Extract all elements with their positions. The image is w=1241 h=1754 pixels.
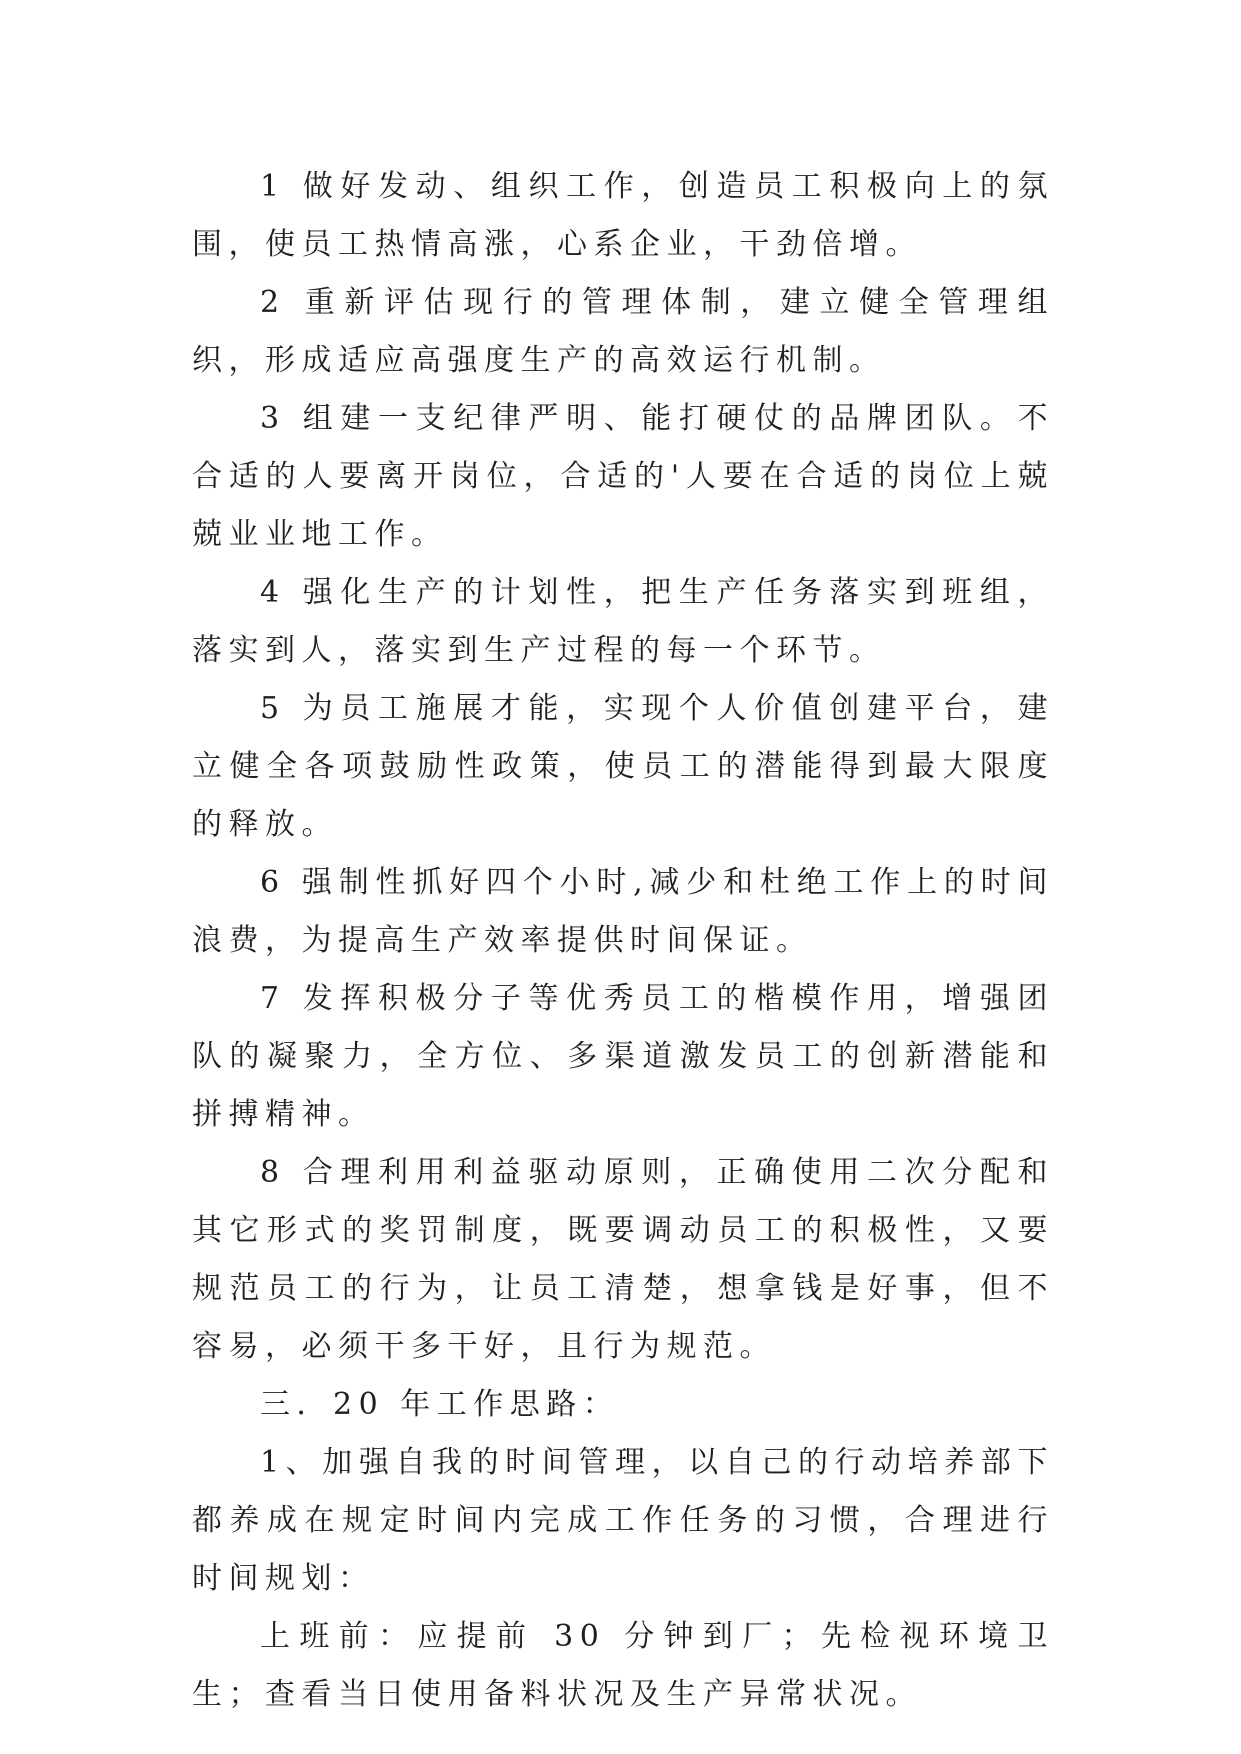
paragraph-4: 4 强化生产的计划性，把生产任务落实到班组，落实到人，落实到生产过程的每一个环节。 <box>192 575 1054 668</box>
section-heading: 三．20 年工作思路： <box>260 1387 620 1422</box>
paragraph-1: 1 做好发动、组织工作，创造员工积极向上的氛围，使员工热情高涨，心系企业，干劲倍增。 <box>192 169 1054 262</box>
paragraph-plan-1: 1、加强自我的时间管理，以自己的行动培养部下都养成在规定时间内完成工作任务的习惯，合理进行时间规划： <box>192 1445 1054 1596</box>
document-body <box>192 158 1054 1724</box>
paragraph-3: 3 组建一支纪律严明、能打硬仗的品牌团队。不合适的人要离开岗位，合适的'人要在合适的岗位上兢兢业业地工作。 <box>192 401 1054 552</box>
paragraph-7: 7 发挥积极分子等优秀员工的楷模作用，增强团队的凝聚力，全方位、多渠道激发员工的创新潜能和拼搏精神。 <box>192 981 1054 1132</box>
paragraph-2: 2 重新评估现行的管理体制，建立健全管理组织，形成适应高强度生产的高效运行机制。 <box>192 285 1054 378</box>
paragraph-5: 5 为员工施展才能，实现个人价值创建平台，建立健全各项鼓励性政策，使员工的潜能得到最大限度的释放。 <box>192 691 1054 842</box>
paragraph-before-work: 上班前：应提前 30 分钟到厂；先检视环境卫生；查看当日使用备料状况及生产异常状况。 <box>192 1619 1054 1712</box>
paragraph-8: 8 合理利用利益驱动原则，正确使用二次分配和其它形式的奖罚制度，既要调动员工的积极性，又要规范员工的行为，让员工清楚，想拿钱是好事，但不容易，必须干多干好，且行为规范。 <box>192 1155 1054 1364</box>
paragraph-6: 6 强制性抓好四个小时,减少和杜绝工作上的时间浪费，为提高生产效率提供时间保证。 <box>192 865 1054 958</box>
